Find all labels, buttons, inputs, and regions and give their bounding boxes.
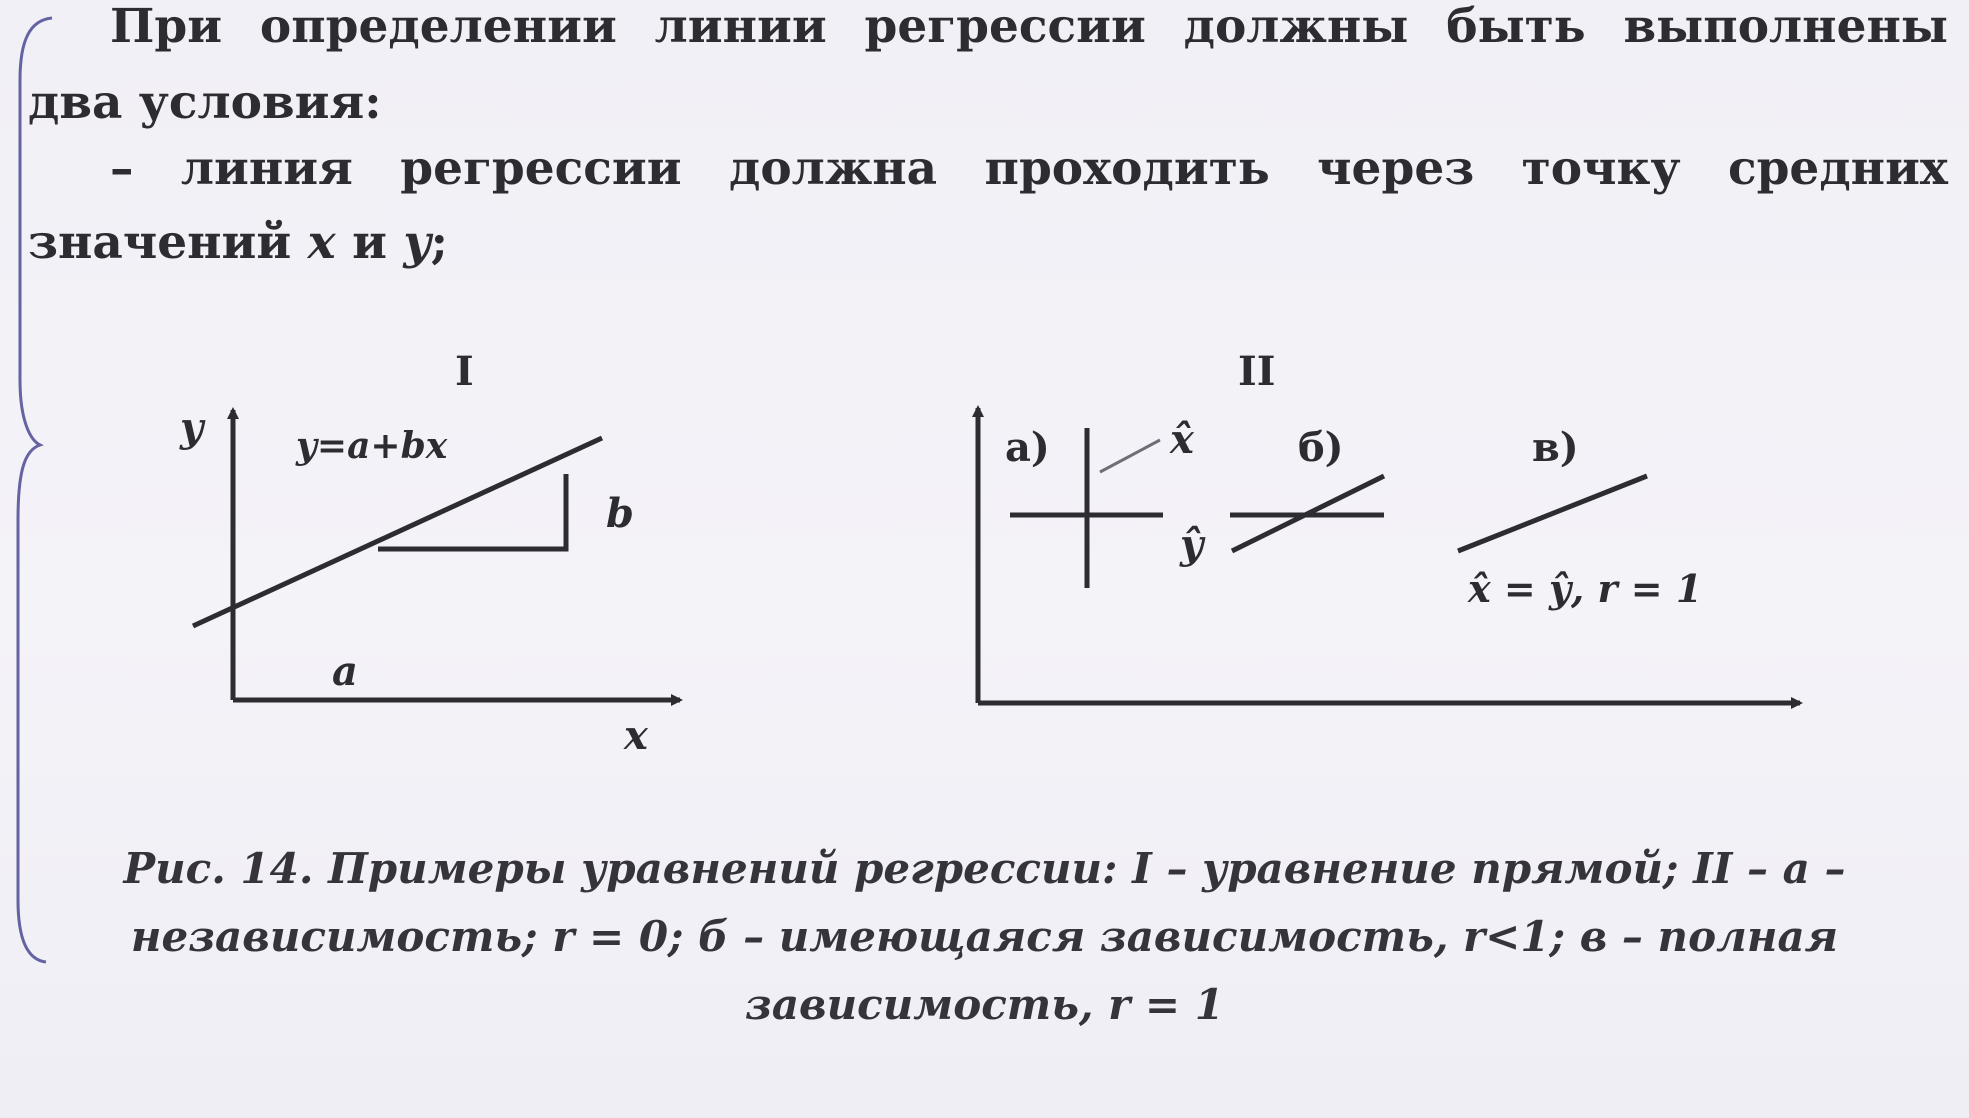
word: быть [1446,0,1586,54]
figure-1-slope-triangle [378,474,566,549]
variable-x: x [307,214,336,270]
figure-1-x-axis-label: x [624,712,648,759]
x-hat-label: x̂ [1170,416,1194,463]
word: При [110,0,223,54]
case-c-equation: x̂ = ŷ, r = 1 [1468,566,1703,611]
figure-1-intercept-label: a [332,648,358,695]
word: через [1317,140,1475,196]
word: точку [1521,140,1681,196]
word: выполнены [1623,0,1948,54]
case-a-label: а) [1005,424,1050,471]
figure-caption-line-2: независимость; r = 0; б – имеющаяся зависимость, r<1; в – полная [130,912,1839,961]
case-c-line [1458,476,1647,551]
line-text: значений [28,214,292,270]
case-a-pointer-stroke [1100,440,1160,472]
figure-1-equation: y=a+bx [296,425,448,467]
word: регрессии [864,0,1146,54]
y-hat-label: ŷ [1180,521,1204,568]
word: – [110,140,134,196]
word: линии [654,0,827,54]
variable-y: y [403,214,431,270]
punctuation: ; [430,214,448,270]
word: определении [259,0,617,54]
case-c-label: в) [1532,424,1579,471]
line-text: и [352,214,387,270]
word: проходить [984,140,1270,196]
figure-2-graph [978,408,1800,703]
figure-caption-line-1: Рис. 14. Примеры уравнений регрессии: I – уравнение прямой; II – а – [123,844,1846,893]
figure-1-y-axis-label: y [180,404,204,451]
case-b-label: б) [1298,424,1344,471]
word: линия [180,140,353,196]
figure-1-slope-label: b [606,490,634,537]
handwritten-brace [18,18,52,962]
word: должна [729,140,938,196]
line-text: два условия: [28,74,382,130]
figure-2-title: II [1238,348,1276,395]
word: регрессии [400,140,682,196]
figure-1-title: I [455,348,474,395]
figure-caption-line-3: зависимость, r = 1 [745,980,1224,1029]
word: должны [1183,0,1409,54]
word: средних [1727,140,1948,196]
